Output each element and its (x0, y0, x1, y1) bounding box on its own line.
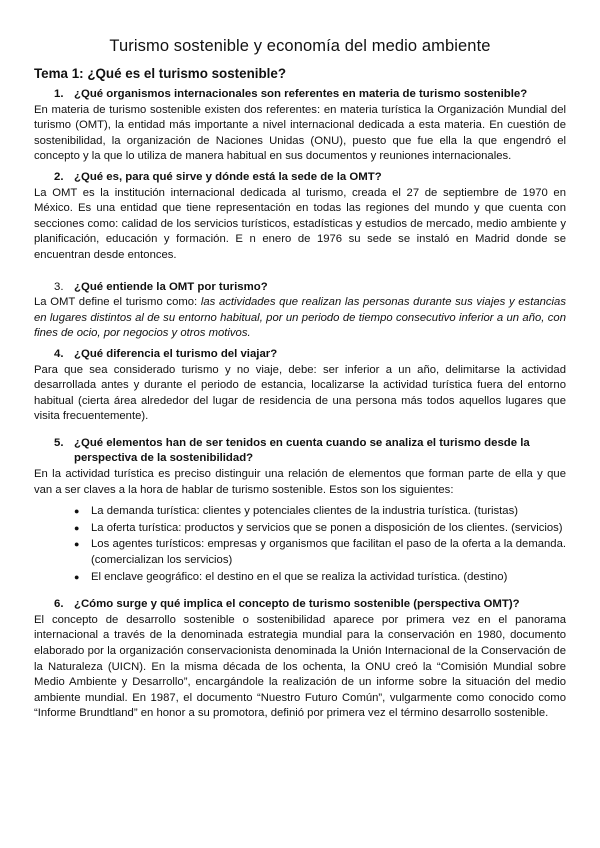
bullet-icon: ● (74, 506, 80, 517)
theme-heading: Tema 1: ¿Qué es el turismo sostenible? (34, 66, 287, 81)
bullet-icon: ● (74, 539, 80, 550)
section-heading (34, 436, 566, 467)
section-heading (34, 280, 566, 296)
section-3 (34, 280, 566, 342)
section-heading-text: ¿Cómo surge y qué implica el concepto de turismo sostenible (perspectiva OMT)? (74, 598, 520, 611)
list-item-text: El enclave geográfico: el destino en el que se realiza la actividad turística. (destino) (91, 570, 508, 583)
document-title: Turismo sostenible y economía del medio ambiente (109, 37, 491, 55)
section-heading (34, 170, 566, 186)
section-heading (34, 87, 566, 103)
section-number: 4. (54, 347, 64, 360)
section-number: 6. (54, 598, 64, 611)
section-1 (34, 87, 566, 165)
section-number: 1. (54, 88, 64, 100)
section-body: La OMT es la institución internacional dedicada al turismo, creada el 27 de septiembre de 1970 en México. Es una entidad que tiene representación en todas las regiones del mundo y que cuenta con secciones como: calidad de los servicios turísticos, estadísticas y estudios de mercado, medio ambiente y planificación, educación y formación. E n enero de 1976 su sede se instaló en Madrid donde se encuentran desde entonces. (34, 186, 566, 261)
section-heading (34, 597, 566, 613)
section-2 (34, 170, 566, 264)
list-item (34, 570, 566, 586)
section-5 (34, 436, 566, 585)
section-body: En la actividad turística es preciso distinguir una relación de elementos que forman parte de ella y que van a ser claves a la hora de hablar de turismo sostenible. Estos son los siguientes: (34, 468, 566, 496)
section-body: Para que sea considerado turismo y no viaje, debe: ser inferior a un año, delimitarse la actividad desarrollada antes y durante el periodo de estancia, localizarse la actividad turística fuera del entorno habitual (cierta área alrededor del lugar de residencia de una persona más todos aquellos lugares que visita frecuentemente). (34, 363, 566, 423)
list-item-text: La oferta turística: productos y servicios que se ponen a disposición de los clientes. (servicios) (91, 521, 563, 534)
section-heading (34, 347, 566, 363)
section-heading-text: ¿Qué entiende la OMT por turismo? (74, 280, 268, 293)
list-item (34, 537, 566, 568)
section-6 (34, 597, 566, 722)
section-heading-text: ¿Qué diferencia el turismo del viajar? (74, 347, 278, 360)
section-number: 3. (54, 280, 64, 293)
list-item-text: La demanda turística: clientes y potenciales clientes de la industria turística. (turistas) (91, 505, 518, 518)
section-heading-text: ¿Qué organismos internacionales son referentes en materia de turismo sostenible? (74, 88, 528, 100)
section-body (34, 295, 566, 342)
list-item (34, 504, 566, 520)
section-number: 2. (54, 170, 64, 183)
elements-list (34, 504, 566, 585)
list-item (34, 521, 566, 537)
section-body: En materia de turismo sostenible existen dos referentes: en materia turística la Organización Mundial del turismo (OMT), la entidad más importante a nivel internacional dedicada a esta materia. En cuestión de sostenibilidad, la organización de Naciones Unidas (ONU), puesto que fue ella la que engendró el concepto y la que lo utiliza de manera habitual en sus documentos y reuniones internacionales. (34, 103, 566, 163)
definition-quote: las actividades que realizan las personas durante sus viajes y estancias en lugares distintos al de su entorno habitual, por un periodo de tiempo consecutivo inferior a un año, con fines de ocio, por negocios y otros motivos. (34, 296, 566, 340)
section-heading-text: ¿Qué elementos han de ser tenidos en cuenta cuando se analiza el turismo desde la perspectiva de la sostenibilidad? (74, 436, 530, 465)
bullet-icon: ● (74, 571, 80, 582)
section-body: El concepto de desarrollo sostenible o sostenibilidad aparece por primera vez en el panorama internacional a través de la denominada estrategia mundial para la conservación en 1980, documento elaborado por la organización conservacionista denominada la Unión Internacional de la Conservación de la Naturaleza (UICN). En la misma década de los ochenta, la ONU creó la “Comisión Mundial sobre Medio Ambiente y Desarrollo”, encargándole la realización de un informe sobre la situación del medio ambiente mundial. En 1987, el documento “Nuestro Futuro Común”, vulgarmente como conocido como “Informe Brundtland” en honor a su promotora, definió por primera vez el término desarrollo sostenible. (34, 613, 566, 720)
section-heading-text: ¿Qué es, para qué sirve y dónde está la sede de la OMT? (74, 170, 382, 183)
section-number: 5. (54, 436, 64, 449)
section-4 (34, 347, 566, 425)
definition-lead: La OMT define el turismo como: (34, 296, 201, 309)
list-item-text: Los agentes turísticos: empresas y organismos que facilitan el paso de la oferta a la demanda. (comercializan los servicios) (91, 538, 566, 567)
bullet-icon: ● (74, 522, 80, 533)
